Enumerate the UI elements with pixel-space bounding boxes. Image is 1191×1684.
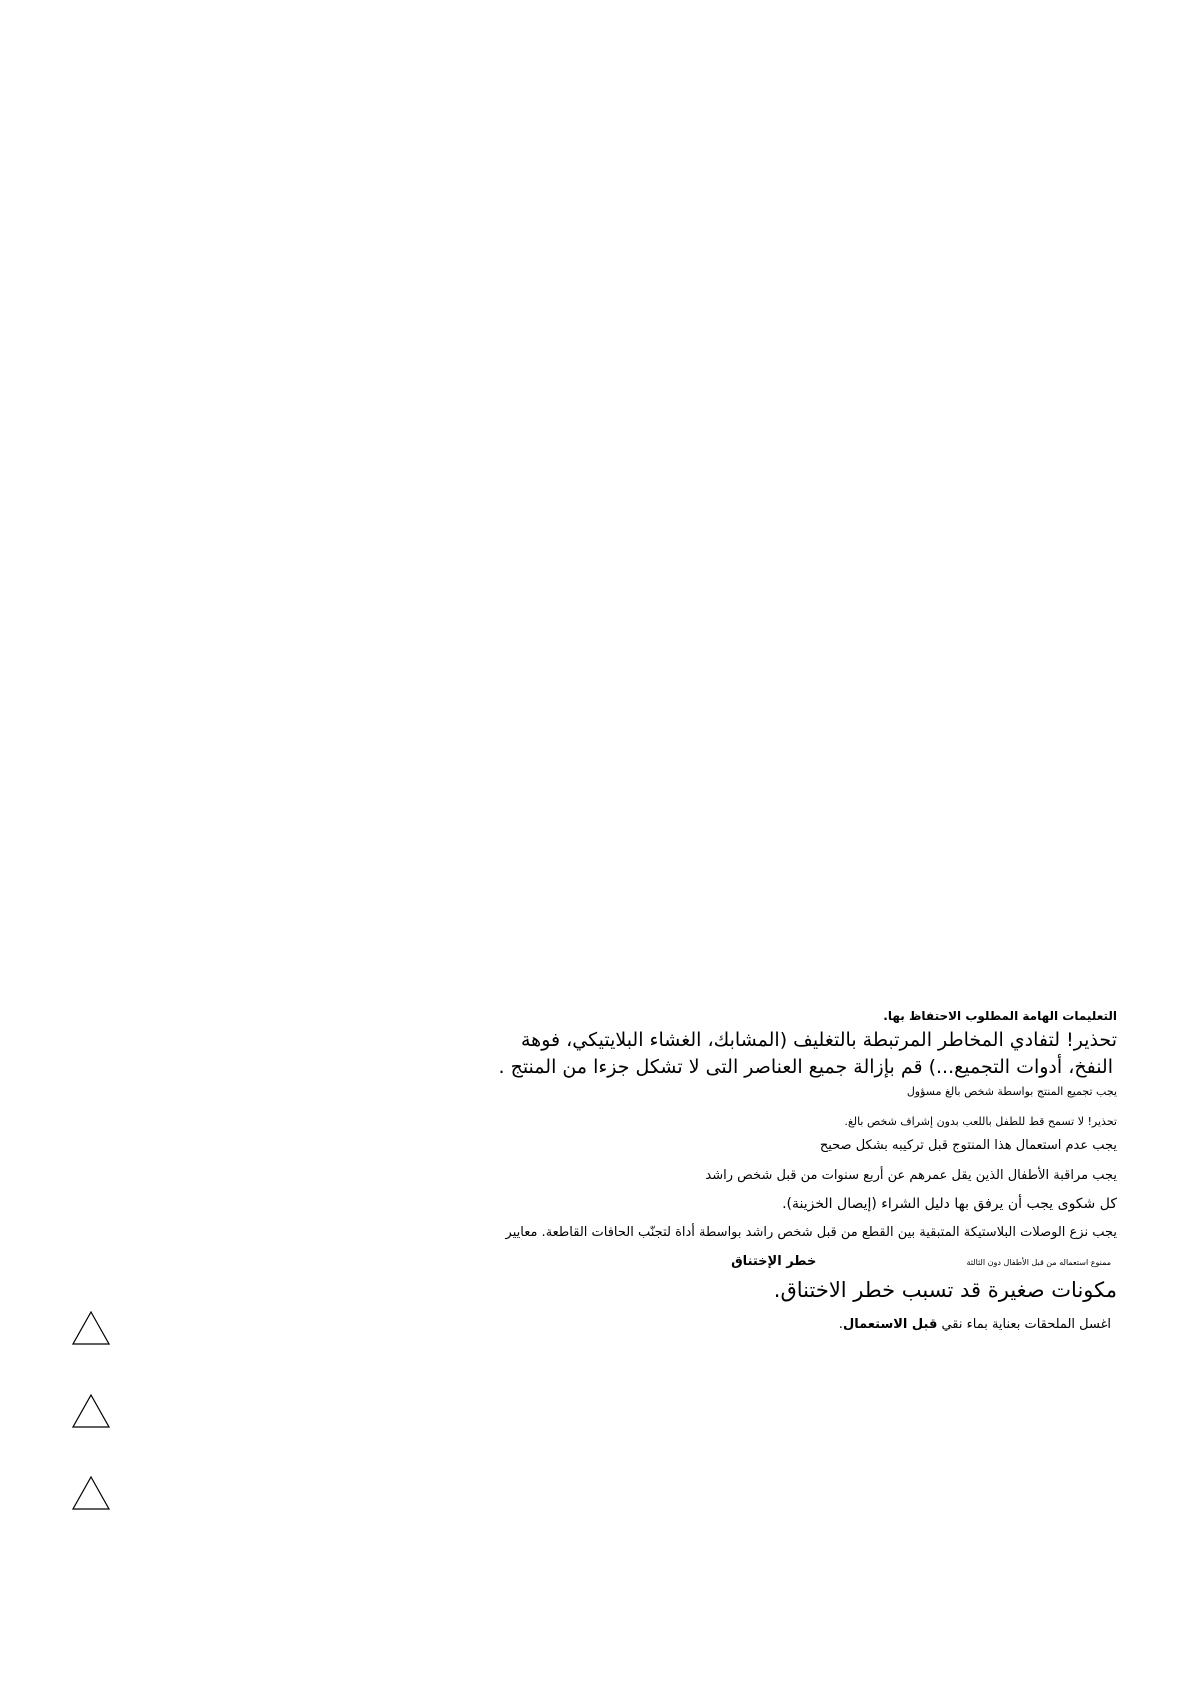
do-not-use-text: يجب عدم استعمال هذا المنتوج قبل تركيبه بشكل صحيح (819, 1138, 1117, 1153)
wash-suffix: . (838, 1317, 843, 1332)
wash-bold: قبل الاستعمال (842, 1317, 938, 1332)
warning-triangle-icon (72, 1311, 110, 1345)
choking-risk-label: خطر الإختناق (731, 1254, 817, 1269)
complaint-text: كل شكوى يجب أن يرفق بها دليل الشراء (إيصال الخزينة). (782, 1196, 1117, 1212)
warning-supervision-text: تحذير! لا تسمح قط للطفل باللعب بدون إشراف شخص بالغ. (844, 1115, 1117, 1128)
instructions-heading: التعليمات الهامة المطلوب الاحتفاظ بها. (883, 1009, 1117, 1023)
wash-prefix: اغسل الملحقات بعناية بماء نقي (937, 1317, 1111, 1332)
warning-triangle-icon (72, 1394, 110, 1428)
small-parts-warning: مكونات صغيرة قد تسبب خطر الاختناق. (773, 1278, 1117, 1302)
warning-packaging-line1: تحذير! لتفادي المخاطر المرتبطة بالتغليف (المشابك، الغشاء البلايتيكي، فوهة (521, 1029, 1117, 1051)
assembly-adult-text: يجب تجميع المنتج بواسطة شخص بالغ مسؤول (906, 1085, 1117, 1098)
choking-risk-row (731, 1251, 1111, 1269)
wash-accessories-text (839, 1318, 1111, 1332)
remove-connectors-text: يجب نزع الوصلات البلاستيكة المتبقية بين القطع من قبل شخص راشد بواسطة أداة لتجنّب الحافات القاطعة. معايير (505, 1225, 1117, 1240)
supervise-children-text: يجب مراقبة الأطفال الذين يقل عمرهم عن أربع سنوات من قبل شخص راشد (705, 1168, 1117, 1183)
warning-triangle-icon (72, 1476, 110, 1510)
age-prohibition-text: ممنوع استعماله من قبل الأطفال دون الثالثة (966, 1258, 1111, 1267)
warning-packaging-line2: النفخ، أدوات التجميع...) قم بإزالة جميع العناصر التى لا تشكل جزءا من المنتج . (498, 1056, 1113, 1078)
